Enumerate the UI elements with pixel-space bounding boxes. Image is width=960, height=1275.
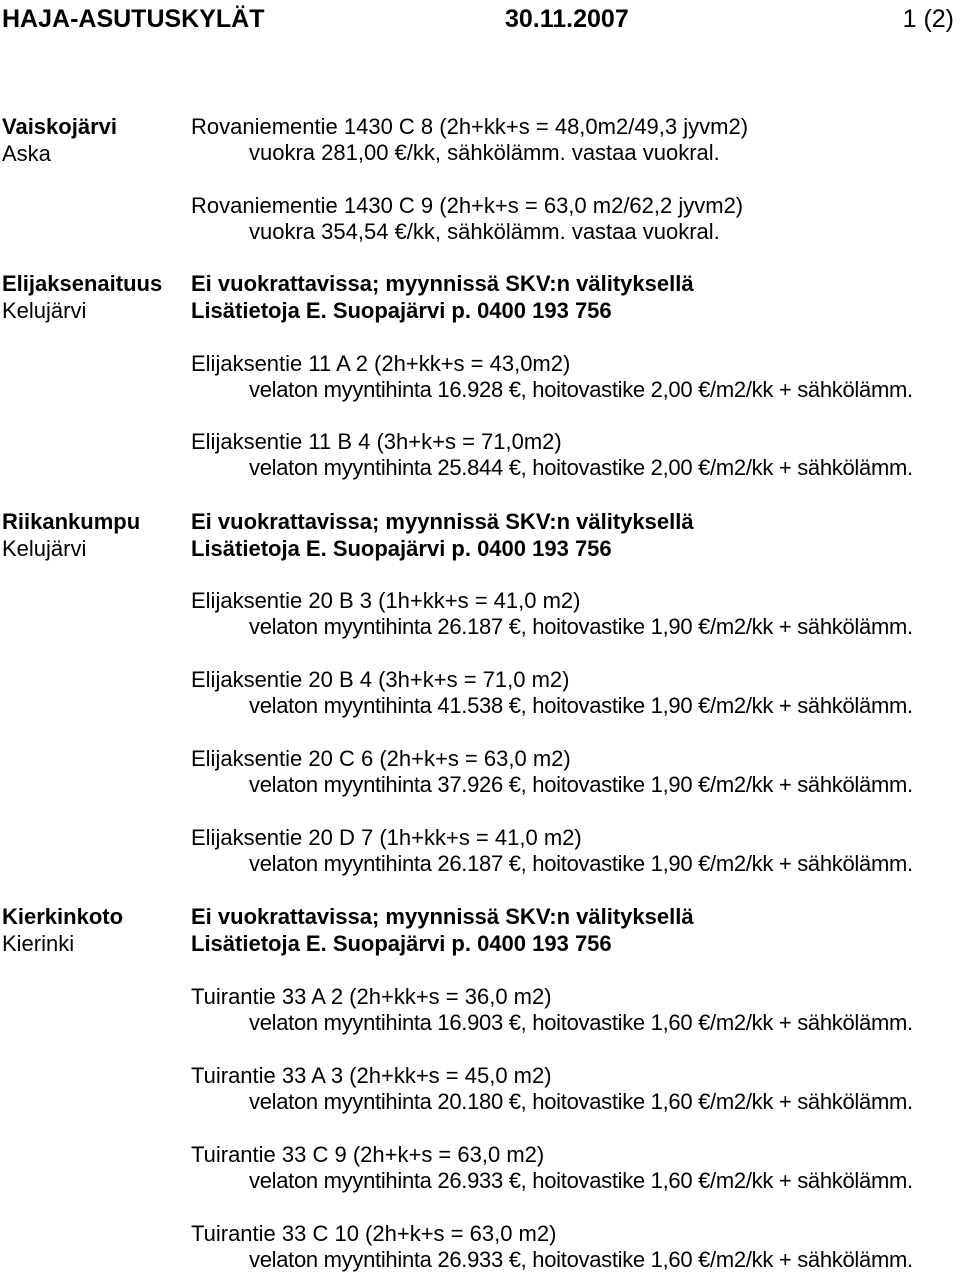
listing-item [0, 746, 960, 798]
listing-item [0, 1142, 960, 1194]
listing-price: velaton myyntihinta 26.187 €, hoitovastike 1,90 €/m2/kk + sähkölämm. [249, 851, 913, 876]
listing-price: velaton myyntihinta 26.933 €, hoitovastike 1,60 €/m2/kk + sähkölämm. [249, 1247, 913, 1272]
page-header [0, 6, 960, 36]
listing-item [0, 588, 960, 640]
sale-note: Ei vuokrattavissa; myynnissä SKV:n välityksellä [191, 271, 694, 296]
location-name: Elijaksenaituus [2, 271, 163, 296]
listing-address: Elijaksentie 20 B 3 (1h+kk+s = 41,0 m2) [191, 588, 581, 613]
location-area: Kierinki [2, 931, 75, 956]
location-area: Kelujärvi [2, 536, 87, 561]
contact-info: Lisätietoja E. Suopajärvi p. 0400 193 756 [191, 298, 612, 323]
listing-address: Tuirantie 33 C 10 (2h+k+s = 63,0 m2) [191, 1221, 557, 1246]
contact-info: Lisätietoja E. Suopajärvi p. 0400 193 756 [191, 536, 612, 561]
listing-item [0, 825, 960, 877]
listing-price: velaton myyntihinta 26.933 €, hoitovastike 1,60 €/m2/kk + sähkölämm. [249, 1168, 913, 1193]
listing-address: Tuirantie 33 A 2 (2h+kk+s = 36,0 m2) [191, 984, 552, 1009]
listing-price: velaton myyntihinta 16.928 €, hoitovastike 2,00 €/m2/kk + sähkölämm. [249, 377, 913, 402]
listing-address: Tuirantie 33 A 3 (2h+kk+s = 45,0 m2) [191, 1063, 552, 1088]
listing-item [0, 984, 960, 1036]
document-title: HAJA-ASUTUSKYLÄT [2, 5, 265, 33]
listing-item [0, 1063, 960, 1115]
listing-item [0, 114, 960, 166]
contact-info: Lisätietoja E. Suopajärvi p. 0400 193 756 [191, 931, 612, 956]
listing-item [0, 351, 960, 403]
listing-item [0, 193, 960, 245]
listing-price: velaton myyntihinta 25.844 €, hoitovastike 2,00 €/m2/kk + sähkölämm. [249, 455, 913, 480]
listing-address: Elijaksentie 20 B 4 (3h+k+s = 71,0 m2) [191, 667, 570, 692]
listing-price: vuokra 354,54 €/kk, sähkölämm. vastaa vuokral. [249, 219, 720, 244]
listing-price: velaton myyntihinta 41.538 €, hoitovastike 1,90 €/m2/kk + sähkölämm. [249, 693, 913, 718]
location-area: Kelujärvi [2, 298, 87, 323]
listing-address: Tuirantie 33 C 9 (2h+k+s = 63,0 m2) [191, 1142, 545, 1167]
listing-address: Elijaksentie 20 C 6 (2h+k+s = 63,0 m2) [191, 746, 571, 771]
listing-price: velaton myyntihinta 26.187 €, hoitovastike 1,90 €/m2/kk + sähkölämm. [249, 614, 913, 639]
listing-price: vuokra 281,00 €/kk, sähkölämm. vastaa vuokral. [249, 140, 720, 165]
listing-item [0, 1221, 960, 1273]
sale-note: Ei vuokrattavissa; myynnissä SKV:n välityksellä [191, 509, 694, 534]
listing-address: Rovaniementie 1430 C 9 (2h+k+s = 63,0 m2/62,2 jyvm2) [191, 193, 744, 218]
location-name: Riikankumpu [2, 509, 141, 534]
listing-item [0, 429, 960, 481]
location-area: Aska [2, 141, 51, 166]
listing-address: Elijaksentie 11 B 4 (3h+k+s = 71,0m2) [191, 429, 562, 454]
page-number: 1 (2) [902, 5, 954, 33]
document-date: 30.11.2007 [505, 5, 629, 33]
listing-address: Elijaksentie 20 D 7 (1h+kk+s = 41,0 m2) [191, 825, 582, 850]
location-name: Kierkinkoto [2, 904, 124, 929]
listing-address: Rovaniementie 1430 C 8 (2h+kk+s = 48,0m2/49,3 jyvm2) [191, 114, 749, 139]
location-name: Vaiskojärvi [2, 114, 117, 139]
sale-note: Ei vuokrattavissa; myynnissä SKV:n välityksellä [191, 904, 694, 929]
listing-item [0, 667, 960, 719]
listing-price: velaton myyntihinta 20.180 €, hoitovastike 1,60 €/m2/kk + sähkölämm. [249, 1089, 913, 1114]
listing-address: Elijaksentie 11 A 2 (2h+kk+s = 43,0m2) [191, 351, 571, 376]
listing-price: velaton myyntihinta 37.926 €, hoitovastike 1,90 €/m2/kk + sähkölämm. [249, 772, 913, 797]
listing-price: velaton myyntihinta 16.903 €, hoitovastike 1,60 €/m2/kk + sähkölämm. [249, 1010, 913, 1035]
